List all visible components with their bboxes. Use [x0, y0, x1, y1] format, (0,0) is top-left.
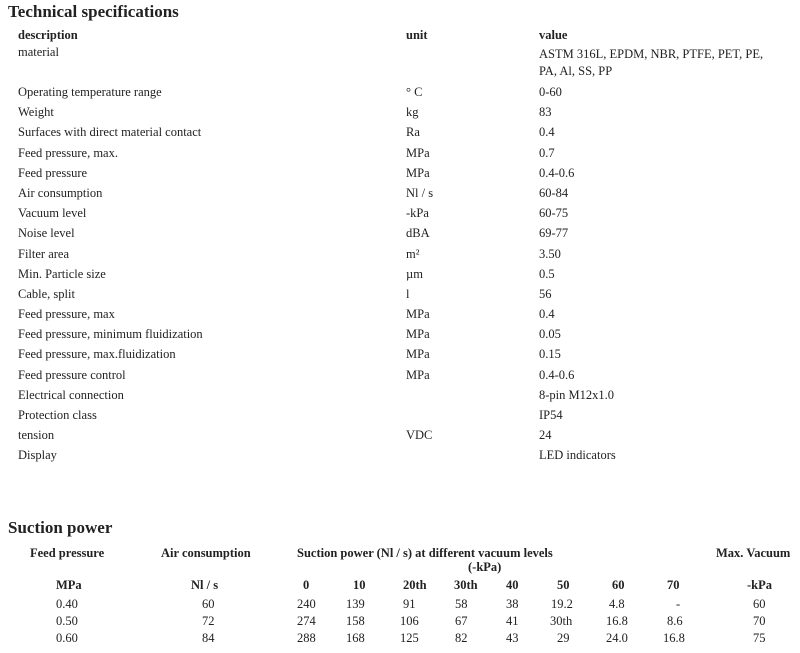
suction-row-maxvac: 70 — [753, 614, 766, 628]
row-value: 0.5 — [539, 266, 555, 281]
row-description: Display — [18, 448, 57, 463]
suction-unit-maxvac: -kPa — [747, 578, 772, 592]
row-value: 0.4 — [539, 307, 555, 322]
level-label: 60 — [612, 578, 625, 592]
spec-table — [18, 28, 769, 469]
row-description: Feed pressure, max.fluidization — [18, 347, 176, 362]
suction-row-value: 158 — [346, 614, 365, 628]
spec-title: Technical specifications — [8, 2, 179, 21]
table-row — [18, 448, 769, 468]
spec-header-row — [18, 28, 769, 45]
row-description: Feed pressure control — [18, 367, 126, 382]
suction-row-value: 106 — [400, 614, 419, 628]
suction-row-value: 24.0 — [606, 631, 628, 645]
level-label: 30th — [454, 578, 478, 592]
table-row — [18, 146, 769, 166]
row-value: 69-77 — [539, 226, 569, 241]
row-description: Feed pressure, minimum fluidization — [18, 327, 203, 342]
suction-row-feed: 0.60 — [56, 631, 78, 645]
row-unit: MPa — [406, 347, 430, 362]
row-unit: MPa — [406, 367, 430, 382]
row-description: tension — [18, 428, 55, 443]
suction-title: Suction power — [8, 518, 113, 537]
table-row — [18, 105, 769, 125]
row-value: 3.50 — [539, 246, 561, 261]
suction-row-value: 288 — [297, 631, 316, 645]
suction-unit-feed: MPa — [56, 578, 82, 592]
row-description: Operating temperature range — [18, 85, 162, 99]
suction-row-value: 41 — [506, 614, 519, 628]
row-description: Feed pressure — [18, 165, 88, 180]
level-label: 40 — [506, 578, 519, 592]
row-unit: l — [406, 286, 410, 301]
row-unit: kg — [406, 105, 419, 120]
suction-row-value: - — [676, 597, 681, 611]
table-row — [18, 408, 769, 428]
suction-row-feed: 0.50 — [56, 614, 78, 628]
row-unit: -kPa — [406, 206, 429, 221]
header-description: description — [18, 28, 78, 42]
row-unit — [406, 388, 539, 408]
row-description: Min. Particle size — [18, 266, 106, 281]
table-row — [18, 45, 769, 85]
suction-header-air: Air consumption — [161, 546, 251, 560]
row-unit: VDC — [406, 428, 433, 443]
row-value: 0.05 — [539, 327, 561, 342]
row-description: Air consumption — [18, 185, 103, 200]
suction-unit-air: Nl / s — [191, 578, 219, 592]
table-row — [18, 267, 769, 287]
table-row — [18, 307, 769, 327]
suction-row-value: 168 — [346, 631, 365, 645]
row-description: material — [18, 45, 59, 59]
row-unit: MPa — [406, 327, 430, 342]
suction-row-value: 30th — [550, 614, 573, 628]
row-description: Weight — [18, 105, 54, 120]
level-label: 10 — [353, 578, 366, 592]
level-label: 0 — [303, 578, 310, 592]
row-value: 0.4 — [539, 125, 555, 140]
suction-header-feed: Feed pressure — [30, 546, 105, 560]
row-value: 60-75 — [539, 206, 569, 221]
row-unit: m² — [406, 246, 420, 261]
row-unit: MPa — [406, 165, 430, 180]
row-description: Noise level — [18, 226, 75, 241]
suction-row-value: 4.8 — [609, 597, 625, 611]
suction-row-value: 16.8 — [663, 631, 685, 645]
suction-row-value: 19.2 — [551, 597, 573, 611]
suction-row-maxvac: 75 — [753, 631, 766, 645]
row-value: ASTM 316L, EPDM, NBR, PTFE, PET, PE, PA, Al, SS, PP — [539, 47, 764, 78]
suction-row-value: 58 — [455, 597, 468, 611]
table-row — [18, 428, 769, 448]
row-description: Feed pressure, max. — [18, 145, 118, 160]
row-unit: MPa — [406, 307, 430, 322]
level-label: 70 — [667, 578, 680, 592]
table-row — [18, 368, 769, 388]
table-row — [18, 206, 769, 226]
row-value: 60-84 — [539, 185, 569, 200]
table-row — [18, 125, 769, 145]
row-unit: MPa — [406, 145, 430, 160]
row-value: 0.4-0.6 — [539, 165, 575, 180]
table-row — [18, 287, 769, 307]
row-value: LED indicators — [539, 448, 616, 463]
row-unit: dBA — [406, 226, 430, 241]
row-description: Vacuum level — [18, 206, 87, 221]
suction-row-air: 84 — [202, 631, 215, 645]
suction-row-value: 240 — [297, 597, 316, 611]
header-value: value — [539, 28, 568, 42]
row-value: IP54 — [539, 408, 563, 422]
row-value: 0.4-0.6 — [539, 367, 575, 382]
row-unit — [406, 45, 539, 85]
row-unit: ° C — [406, 85, 423, 99]
suction-row-value: 67 — [455, 614, 468, 628]
row-description: Filter area — [18, 246, 70, 261]
suction-row-value: 139 — [346, 597, 365, 611]
row-unit — [406, 448, 539, 468]
suction-row-value: 38 — [506, 597, 519, 611]
suction-row-maxvac: 60 — [753, 597, 766, 611]
suction-row-value: 91 — [403, 597, 416, 611]
suction-row-value: 125 — [400, 631, 419, 645]
suction-row-value: 43 — [506, 631, 519, 645]
table-row — [18, 247, 769, 267]
row-description: Protection class — [18, 408, 97, 422]
table-row — [18, 226, 769, 246]
table-row — [18, 166, 769, 186]
row-value: 0-60 — [539, 85, 562, 99]
suction-row-value: 274 — [297, 614, 316, 628]
table-row — [18, 327, 769, 347]
suction-row-air: 72 — [202, 614, 215, 628]
suction-row-air: 60 — [202, 597, 215, 611]
row-unit: Ra — [406, 125, 420, 140]
row-value: 0.7 — [539, 145, 555, 160]
suction-row-value: 16.8 — [606, 614, 628, 628]
row-value: 8-pin M12x1.0 — [539, 387, 614, 402]
row-unit: µm — [406, 266, 423, 281]
table-row — [18, 388, 769, 408]
row-value: 24 — [539, 428, 552, 443]
suction-row-value: 8.6 — [667, 614, 683, 628]
suction-header-power-unit: (-kPa) — [468, 560, 502, 574]
level-label: 20th — [403, 578, 427, 592]
header-unit: unit — [406, 28, 428, 42]
suction-header-maxvac: Max. Vacuum — [716, 546, 791, 560]
suction-row-value: 82 — [455, 631, 468, 645]
row-description: Cable, split — [18, 286, 75, 301]
suction-header-power: Suction power (Nl / s) at different vacuum levels — [297, 546, 553, 560]
level-label: 50 — [557, 578, 570, 592]
row-description: Feed pressure, max — [18, 307, 115, 322]
row-value: 0.15 — [539, 347, 561, 362]
table-row — [18, 186, 769, 206]
row-description: Electrical connection — [18, 387, 124, 402]
row-value: 56 — [539, 286, 552, 301]
row-description: Surfaces with direct material contact — [18, 125, 202, 140]
table-row — [18, 347, 769, 367]
row-value: 83 — [539, 105, 552, 120]
table-row — [18, 85, 769, 105]
suction-row-feed: 0.40 — [56, 597, 78, 611]
row-unit: Nl / s — [406, 185, 434, 200]
row-unit — [406, 408, 539, 428]
suction-row-value: 29 — [557, 631, 570, 645]
